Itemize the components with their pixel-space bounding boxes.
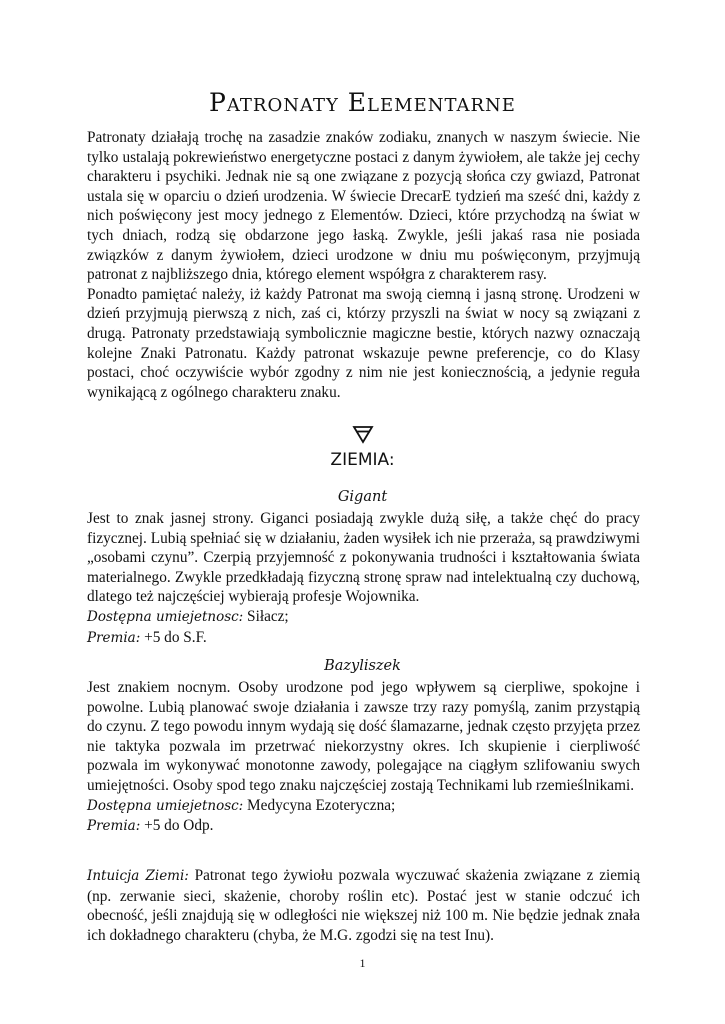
intro-paragraph: Ponadto pamiętać należy, iż każdy Patronat ma swoją ciemną i jasną stronę. Urodzeni w dzień przyjmują pierwszą z nich, zaś ci, którzy przyszli na świat w nocy są związani z drugą. Patronaty przedstawiają symbolicznie magiczne bestie, których nazwy oznaczają kolejne Znaki Patronatu. Każdy patronat wskazuje pewne preferencje, co do Klasy postaci, choć oczywiście wybór zgodny z nim nie jest koniecznością, a jedynie reguła wynikającą z ogólnego charakteru znaku. (87, 285, 640, 401)
skill-label: Dostępna umiejetnosc: (87, 797, 244, 814)
sign-skill (87, 607, 640, 628)
bonus-value: +5 do Odp. (140, 817, 214, 835)
sign-skill (87, 796, 640, 817)
bonus-label: Premia: (87, 818, 141, 835)
intro-paragraph: Patronaty działają trochę na zasadzie znaków zodiaku, znanych w naszym świecie. Nie tylko ustalają pokrewieństwo energetyczne postaci z danym żywiołem, ale także jej cechy charakteru i psychiki. Jednak nie są one związane z pozycją słońca czy gwiazd, Patronat ustala się w oparciu o dzień urodzenia. W świecie DrecarE tydzień ma sześć dni, każdy z nich poświęcony jest mocy jednego z Elementów. Dzieci, które przychodzą na świat w tych dniach, rodzą się obdarzone jego łaską. Zwykle, jeśli jakaś rasa nie posiada związków z danym żywiołem, dzieci urodzone w dniu mu poświęconym, przyjmują patronat z najbliższego dnia, którego element współgra z charakterem rasy. (87, 129, 640, 284)
sign-bonus (87, 816, 640, 837)
bonus-label: Premia: (87, 629, 141, 646)
bonus-value: +5 do S.F. (140, 628, 207, 646)
skill-value: Medycyna Ezoteryczna; (243, 796, 396, 814)
skill-value: Siłacz; (243, 607, 289, 625)
element-heading: ZIEMIA: (330, 450, 395, 470)
intro-section (87, 128, 640, 402)
sign-section (87, 509, 640, 648)
sign-name: Bazyliszek (324, 658, 401, 674)
intuition-text: Patronat tego żywiołu pozwala wyczuwać skażenia związane z ziemią (np. zerwanie sieci, skażenie, choroby roślin etc). Postać jest w stanie odczuć ich obecność, jeśli znajdują się w odległości nie większej niż 100 m. Nie będzie jednak znała ich dokładnego charakteru (chyba, że M.G. zgodzi się na test Inu). (87, 867, 640, 944)
earth-element-icon (0, 424, 725, 449)
intuition-paragraph (87, 866, 640, 945)
page-number: 1 (359, 956, 366, 970)
intuition-section (87, 866, 640, 945)
intuition-label: Intuicja Ziemi: (87, 868, 189, 884)
sign-description: Jest znakiem nocnym. Osoby urodzone pod jego wpływem są cierpliwe, spokojne i powolne. Lubią planować swoje działania i zawsze trzy razy pomyślą, zanim przystąpią do czynu. Z tego powodu innym wydają się dość ślamazarne, jednak często przyjęta przez nie taktyka pozwala im przetrwać niekorzystny okres. Ich skupienie i cierpliwość pozwala im wykonywać monotonne zawody, polegające na ciągłym szlifowaniu swych umiejętności. Osoby spod tego znaku najczęściej zostają Technikami lub rzemieślnikami. (87, 679, 640, 794)
sign-section (87, 678, 640, 837)
sign-description: Jest to znak jasnej strony. Giganci posiadają zwykle dużą siłę, a także chęć do pracy fizycznej. Lubią spełniać się w działaniu, żaden wysiłek ich nie przeraża, są prawdziwymi „osobami czynu”. Czerpią przyjemność z pokonywania trudności i kształtowania świata materialnego. Zwykle przedkładają fizyczną stronę spraw nad intelektualną czy duchową, dlatego też najczęściej wybierają profesje Wojownika. (87, 510, 640, 606)
skill-label: Dostępna umiejetnosc: (87, 608, 244, 625)
sign-name: Gigant (337, 489, 388, 505)
sign-bonus (87, 628, 640, 649)
page-title: Patronaty Elementarne (209, 88, 516, 117)
